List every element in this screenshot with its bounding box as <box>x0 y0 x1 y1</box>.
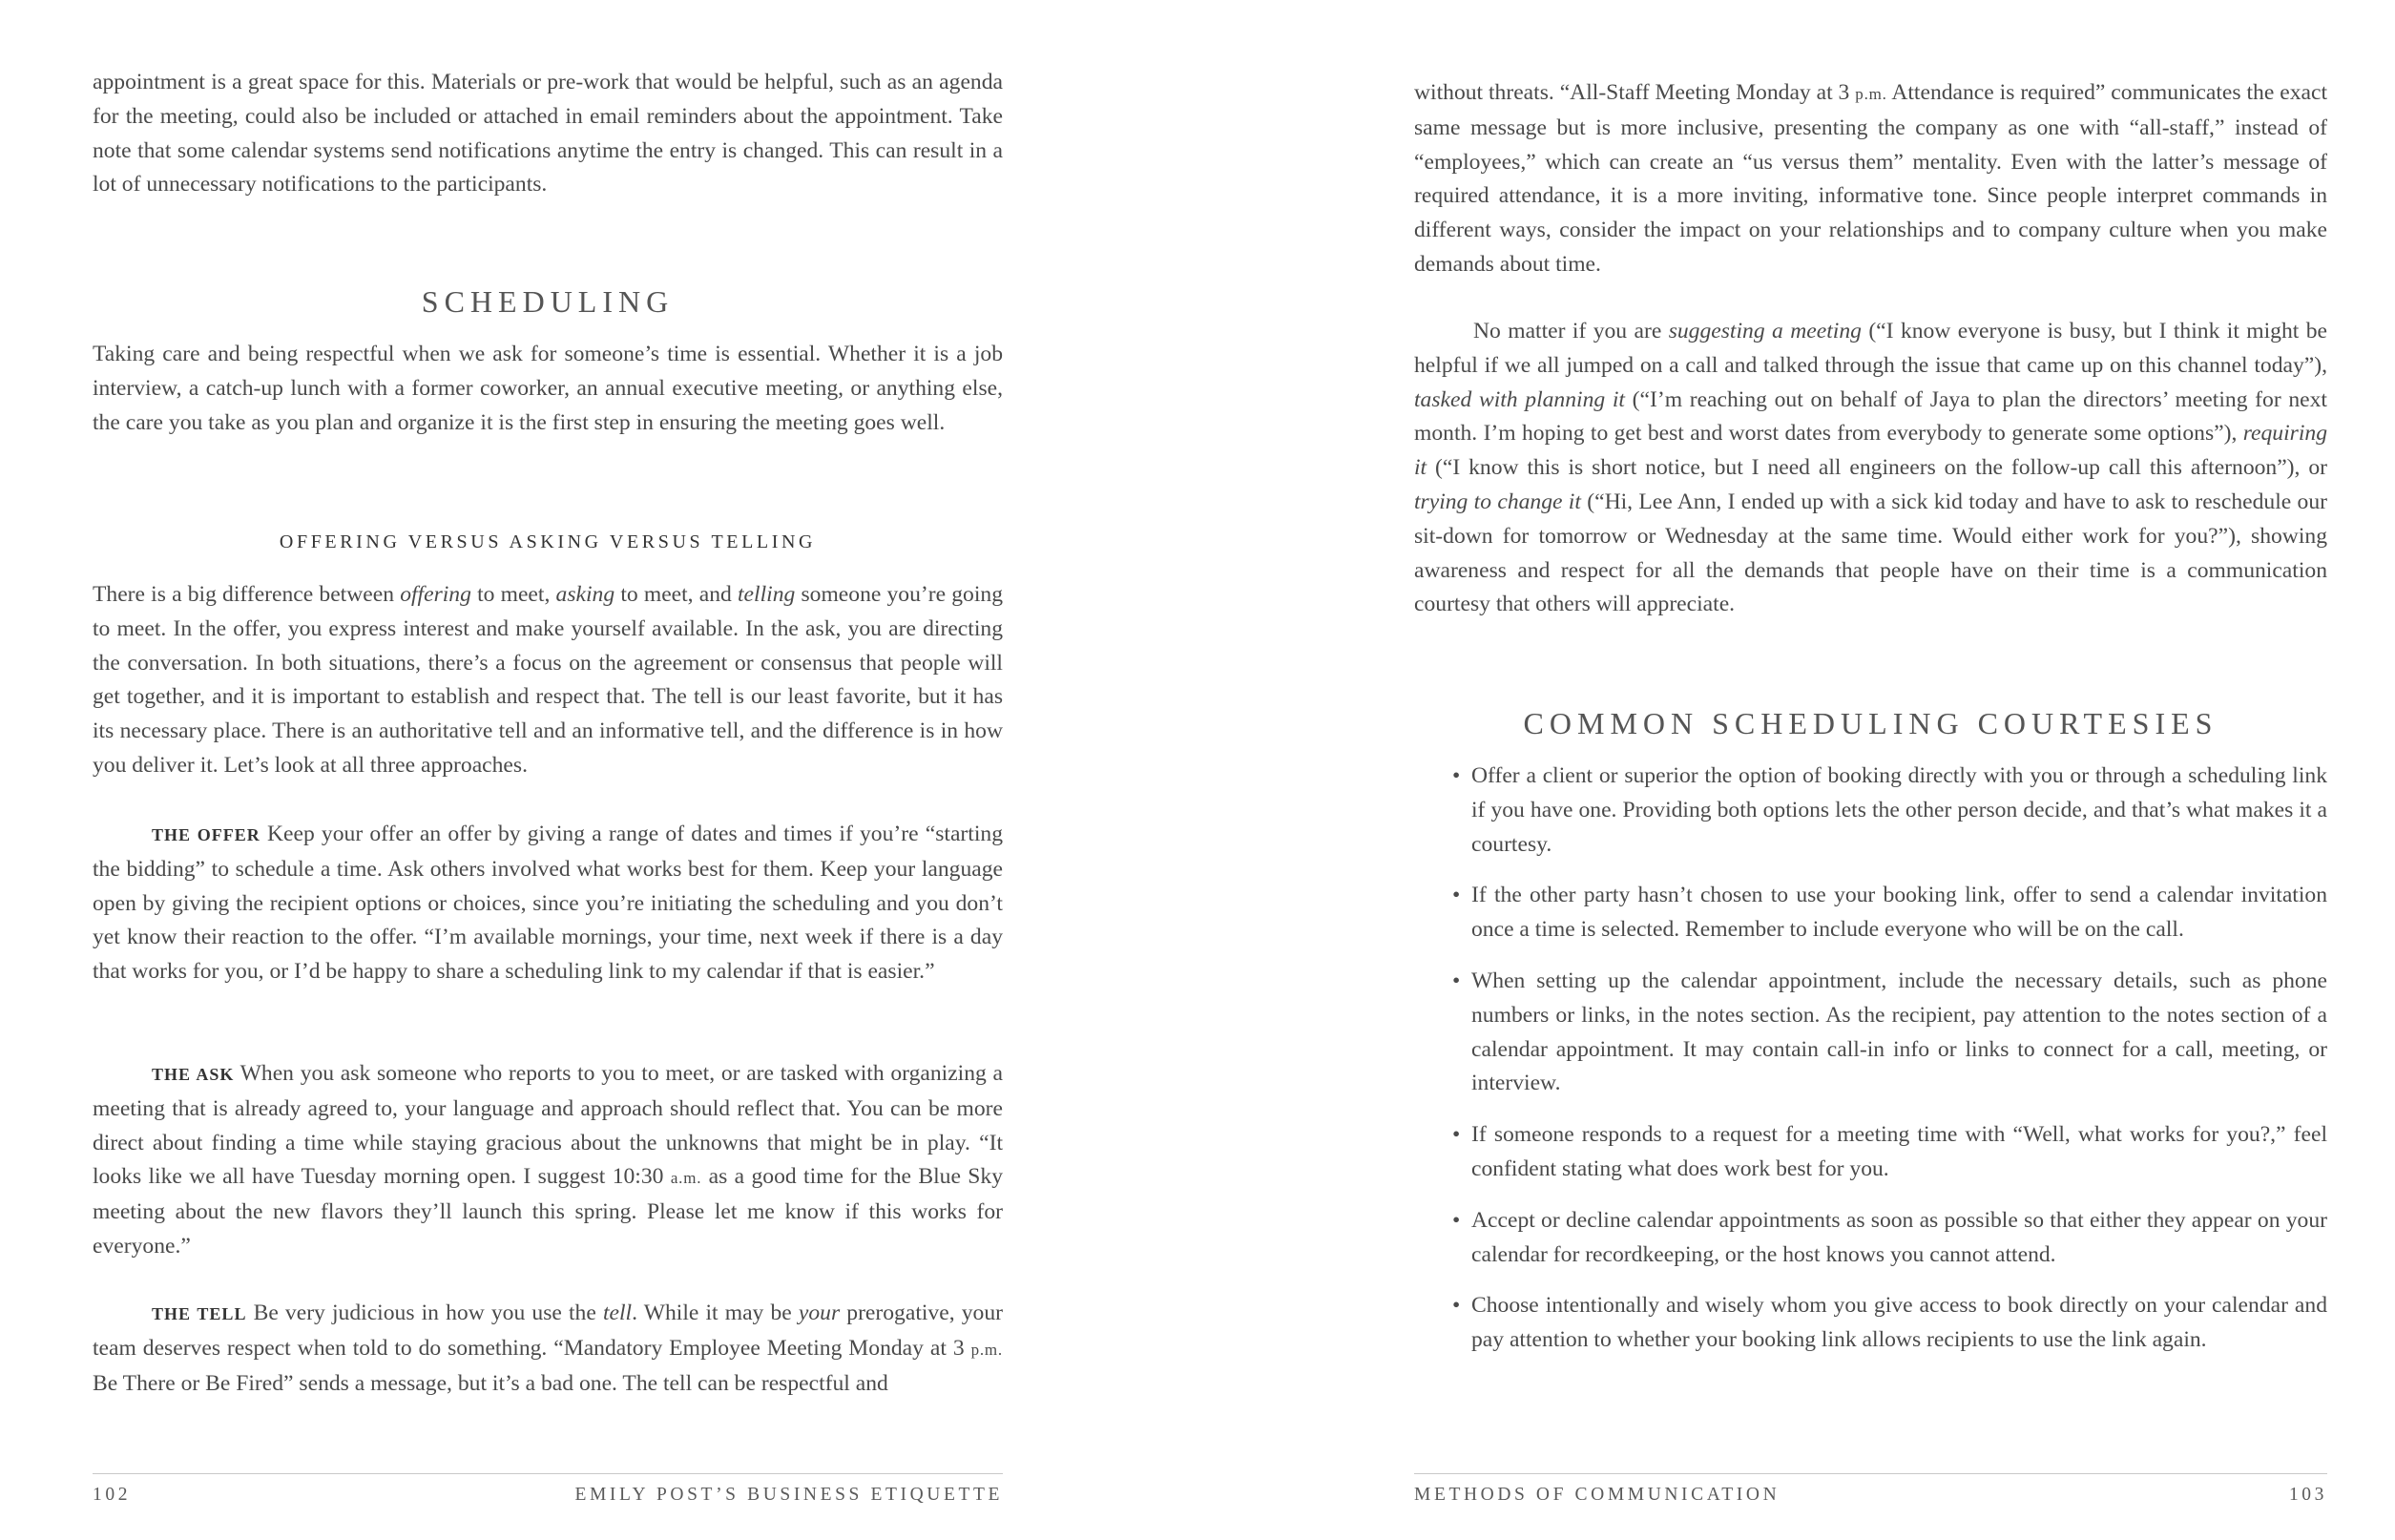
emphasis-telling: telling <box>738 582 796 607</box>
list-item <box>1414 760 2327 862</box>
intro-paragraph: appointment is a great space for this. Materials or pre-work that would be helpful, such as an agenda for the meeting, could also be included or attached in email reminders about the appointment. Take note that some calendar systems send notifications anytime the entry is changed. This can result in a lot of unnecessary notifications to the participants. <box>93 70 1003 198</box>
list-item <box>1414 1118 2327 1187</box>
time-am-abbrev: a.m. <box>670 1169 702 1188</box>
text-span: (“I know this is short notice, but I need all engineers on the follow-up call this afternoon”), or <box>1427 455 2327 481</box>
text-span: without threats. “All-Staff Meeting Monday at 3 <box>1414 80 1856 105</box>
time-pm-abbrev: p.m. <box>970 1340 1003 1359</box>
bullet-icon: • <box>1452 1293 1461 1319</box>
approaches-paragraph <box>93 578 1003 783</box>
the-offer-paragraph <box>93 818 1003 989</box>
list-item-text: When setting up the calendar appointment, include the necessary details, such as phone numbers or links, in the notes section. As the recipient, pay attention to the notes section of a calendar appointment. It may contain call-in info or links to connect for a call, meeting, or interview. <box>1471 968 2327 1096</box>
the-tell-paragraph <box>93 1297 1003 1401</box>
text-span: to meet, <box>470 582 556 607</box>
text-span: When you ask someone who reports to you to meet, or are tasked with organizing a meeting that is already agreed to, your language and approach should reflect that. You can be more direct about finding a time while staying gracious about the unknowns that might be in play. “It looks like we all have Tuesday morning open. I suggest 10:30 <box>93 1061 1004 1190</box>
offering-asking-telling-subheading: OFFERING VERSUS ASKING VERSUS TELLING <box>279 531 817 552</box>
emphasis-requiring: requiring it <box>1414 421 2327 481</box>
courtesies-list <box>1414 760 2327 1358</box>
bullet-icon: • <box>1452 883 1461 908</box>
text-span: prerogative, your team deserves respect when told to do something. “Mandatory Employee Meeting Monday at 3 <box>93 1301 1003 1361</box>
time-pm-abbrev: p.m. <box>1855 85 1887 103</box>
emphasis-asking: asking <box>555 582 615 607</box>
text-span: (“Hi, Lee Ann, I ended up with a sick kid today and have to ask to reschedule our sit-down for tomorrow or Wednesday at the same time. Would either work for you?”), showing awareness and respect for all the demands that people have on their time is a communication courtesy that others will appreciate. <box>1414 489 2327 617</box>
emphasis-offering: offering <box>400 582 471 607</box>
bullet-icon: • <box>1452 1122 1461 1148</box>
text-span: someone you’re going to meet. In the offer, you express interest and make yourself available. In the ask, you are directing the conversation. In both situations, there’s a focus on the agreement or consensus that people will get together, and it is important to establish and respect that. The tell is our least favorite, but it has its necessary place. There is an authoritative tell and an informative tell, and the difference is in how you deliver it. Let’s look at all three approaches. <box>93 582 1003 778</box>
list-item-text: Choose intentionally and wisely whom you give access to book directly on your calendar and pay attention to whether your booking link allows recipients to use the link again. <box>1471 1293 2327 1353</box>
continuation-paragraph <box>1414 76 2327 282</box>
footer-rule <box>1414 1473 2327 1474</box>
list-item <box>1414 879 2327 947</box>
text-span: Keep your offer an offer by giving a range of dates and times if you’re “starting the bidding” to schedule a time. Ask others involved what works best for them. Keep your language open by giving the recipient options or choices, since you’re initiating the scheduling and you don’t yet know their reaction to the offer. “I’m available mornings, your time, next week if there is a day that works for you, or I’d be happy to share a scheduling link to my calendar if that is easier.” <box>93 822 1003 985</box>
page-number: 103 <box>2288 1485 2327 1505</box>
text-span: Be There or Be Fired” sends a message, but it’s a bad one. The tell can be respectful and <box>93 1370 888 1396</box>
list-item <box>1414 1289 2327 1358</box>
the-ask-label: THE ASK <box>152 1065 235 1084</box>
the-ask-paragraph <box>93 1057 1003 1264</box>
page-number: 102 <box>93 1485 132 1505</box>
list-item-text: If the other party hasn’t chosen to use your booking link, offer to send a calendar invitation once a time is selected. Remember to include everyone who will be on the call. <box>1471 883 2327 943</box>
bullet-icon: • <box>1452 1207 1461 1233</box>
common-scheduling-courtesies-heading: COMMON SCHEDULING COURTESIES <box>1523 706 2218 740</box>
running-footer-title: EMILY POST’S BUSINESS ETIQUETTE <box>574 1485 1003 1505</box>
text-span: (“I’m reaching out on behalf of Jaya to plan the directors’ meeting for next month. I’m hoping to get best and worst dates from everybody to generate some options”), <box>1414 386 2327 447</box>
text-span: as a good time for the Blue Sky meeting about the new flavors they’ll launch this spring. Please let me know if this works for everyone.” <box>93 1164 1004 1259</box>
list-item-text: Offer a client or superior the option of booking directly with you or through a scheduling link if you have one. Providing both options lets the other person decide, and that’s what makes it a courtesy. <box>1471 763 2327 857</box>
text-span: . While it may be <box>632 1301 799 1325</box>
scheduling-heading: SCHEDULING <box>421 284 675 319</box>
emphasis-suggesting: suggesting a meeting <box>1668 319 1862 343</box>
list-item <box>1414 1204 2327 1273</box>
no-matter-paragraph <box>1414 315 2327 622</box>
list-item <box>1414 965 2327 1101</box>
text-span: to meet, and <box>614 582 738 607</box>
emphasis-tasked: tasked with planning it <box>1414 386 1625 412</box>
bullet-icon: • <box>1452 763 1461 788</box>
left-page <box>93 0 1003 1540</box>
scheduling-paragraph: Taking care and being respectful when we ask for someone’s time is essential. Whether it is a job interview, a catch-up lunch with a former coworker, an annual executive meeting, or anything else, the care you take as you plan and organize it is the first step in ensuring the meeting goes well. <box>93 342 1003 435</box>
the-tell-label: THE TELL <box>152 1304 247 1323</box>
bullet-icon: • <box>1452 968 1461 993</box>
text-span: No matter if you are <box>1473 319 1669 343</box>
list-item-text: If someone responds to a request for a meeting time with “Well, what works for you?,” feel confident stating what does work best for you. <box>1471 1122 2327 1181</box>
text-span: There is a big difference between <box>93 582 401 607</box>
emphasis-trying: trying to change it <box>1414 489 1581 514</box>
right-page <box>1414 0 2327 1540</box>
the-offer-label: THE OFFER <box>152 825 260 844</box>
footer-rule <box>93 1473 1003 1474</box>
text-span: Attendance is required” communicates the exact same message but is more inclusive, presenting the company as one with “all-staff,” instead of “employees,” which can create an “us versus them” mentality. Even with the latter’s message of required attendance, it is a more inviting, informative tone. Since people interpret commands in different ways, consider the impact on your relationships and to company culture when you make demands about time. <box>1414 80 2327 277</box>
running-footer-title: METHODS OF COMMUNICATION <box>1414 1485 1781 1505</box>
emphasis-tell: tell <box>602 1301 633 1325</box>
list-item-text: Accept or decline calendar appointments as soon as possible so that either they appear on your calendar for recordkeeping, or the host knows you cannot attend. <box>1471 1207 2327 1267</box>
emphasis-your: your <box>798 1301 841 1325</box>
text-span: Be very judicious in how you use the <box>246 1301 603 1325</box>
text-span: (“I know everyone is busy, but I think it might be helpful if we all jumped on a call and talked through the issue that came up on this channel today”), <box>1414 319 2327 378</box>
